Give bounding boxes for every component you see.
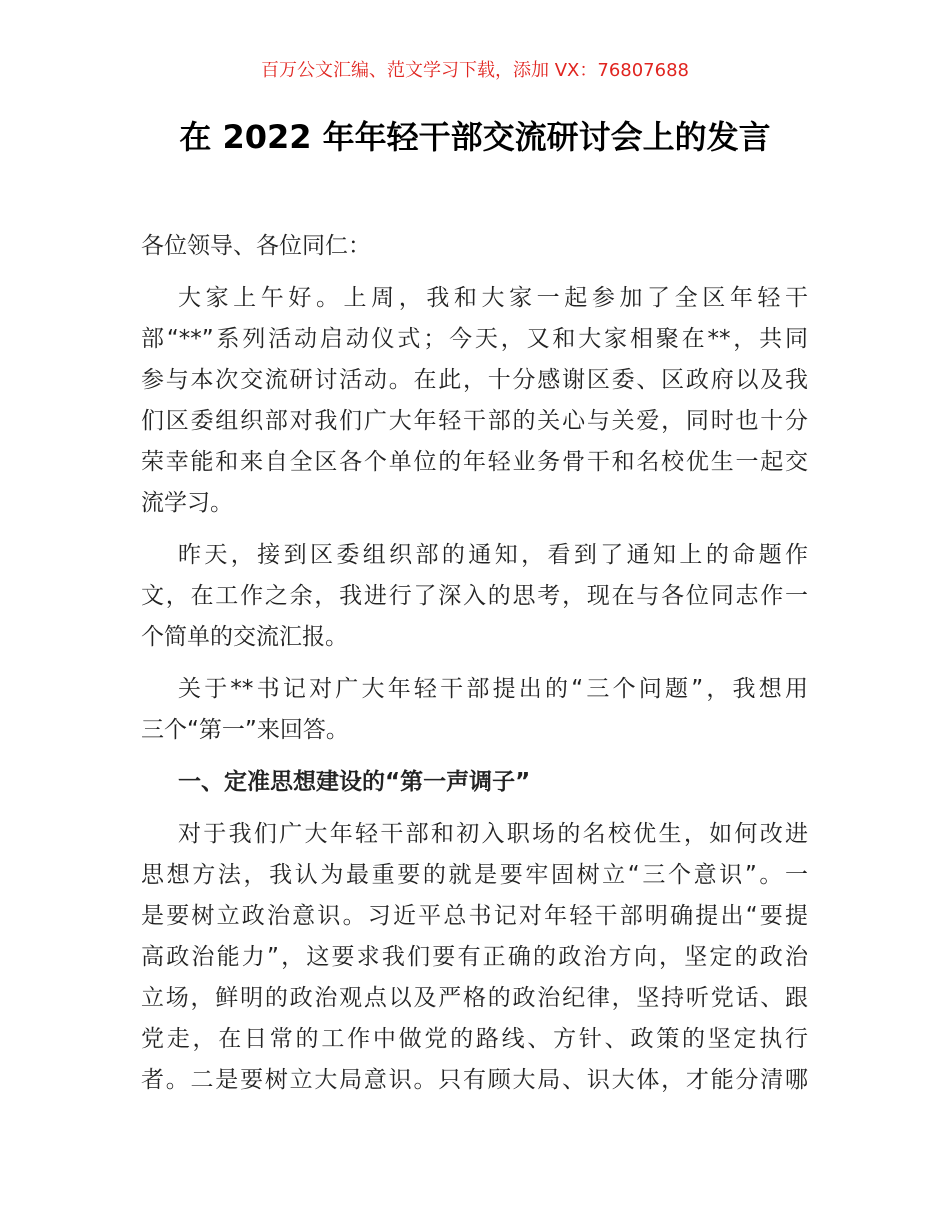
text-line: 对于我们广大年轻干部和初入职场的名校优生，如何改进: [178, 821, 808, 847]
text-line: 关于**书记对广大年轻干部提出的“三个问题”，我想用: [178, 676, 808, 702]
greeting-paragraph: [141, 226, 808, 267]
text-line: 参与本次交流研讨活动。在此，十分感谢区委、区政府以及我: [141, 367, 808, 393]
greeting: 各位领导、各位同仁：: [141, 233, 371, 259]
text-line: 大家上午好。上周，我和大家一起参加了全区年轻干: [178, 285, 808, 311]
text-line: 个简单的交流汇报。: [141, 624, 348, 650]
text-line: 昨天，接到区委组织部的通知，看到了通知上的命题作: [178, 542, 808, 568]
section-heading: [141, 762, 808, 803]
paragraph: [141, 535, 808, 658]
text-line: 们区委组织部对我们广大年轻干部的关心与关爱，同时也十分: [141, 408, 808, 434]
text-line: 文，在工作之余，我进行了深入的思考，现在与各位同志作一: [141, 583, 808, 609]
text-line: 流学习。: [141, 490, 233, 516]
text-line: 荣幸能和来自全区各个单位的年轻业务骨干和名校优生一起交: [141, 449, 808, 475]
text-line: 一、定准思想建设的“第一声调子”: [178, 769, 531, 795]
paragraph: [141, 669, 808, 751]
text-line: 是要树立政治意识。习近平总书记对年轻干部明确提出“要提: [141, 903, 808, 929]
text-line: 立场，鲜明的政治观点以及严格的政治纪律，坚持听党话、跟: [141, 985, 808, 1011]
document-body: [141, 226, 808, 1112]
paragraph: [141, 278, 808, 524]
text-line: 高政治能力”，这要求我们要有正确的政治方向，坚定的政治: [141, 944, 808, 970]
text-line: 者。二是要树立大局意识。只有顾大局、识大体，才能分清哪: [141, 1067, 808, 1093]
text-line: 党走，在日常的工作中做党的路线、方针、政策的坚定执行: [141, 1026, 808, 1052]
paragraph: [141, 814, 808, 1101]
watermark-header: 百万公文汇编、范文学习下载，添加 VX：76807688: [261, 60, 689, 81]
text-line: 三个“第一”来回答。: [141, 717, 349, 743]
document-title: 在 2022 年年轻干部交流研讨会上的发言: [179, 118, 771, 156]
text-line: 部“**”系列活动启动仪式；今天，又和大家相聚在**，共同: [141, 326, 808, 352]
text-line: 思想方法，我认为最重要的就是要牢固树立“三个意识”。一: [141, 862, 808, 888]
